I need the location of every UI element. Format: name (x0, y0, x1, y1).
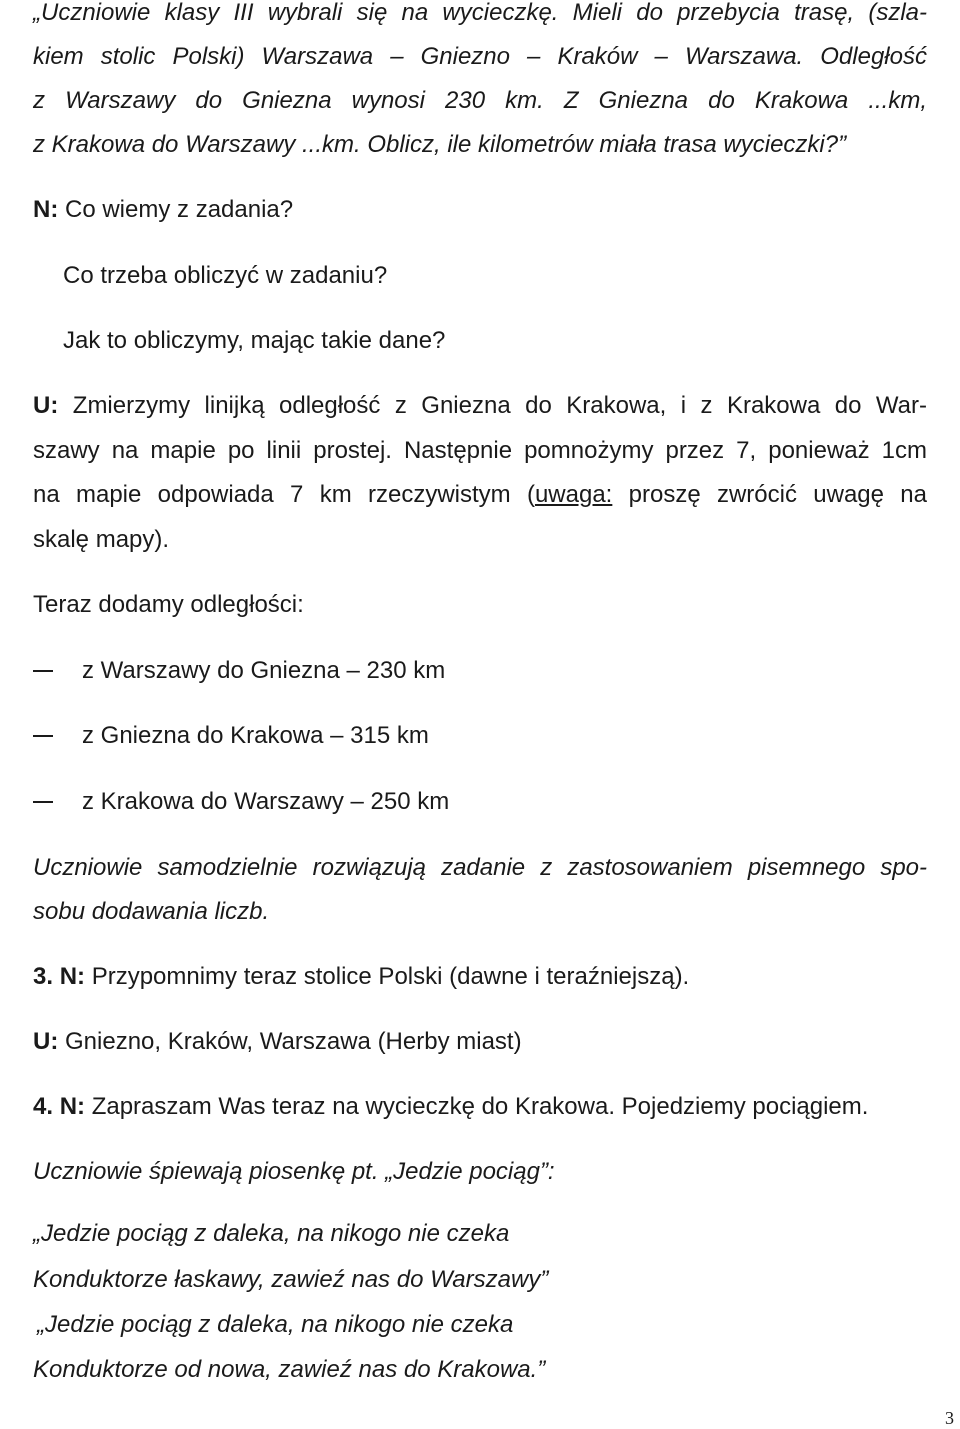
student-label: U: (33, 392, 59, 419)
question-3: Jak to obliczymy, mając takie dane? (63, 327, 446, 354)
question-text: Co wiemy z zadania? (65, 196, 294, 223)
teacher-label: N: (59, 963, 86, 990)
answer-text: Gniezno, Kraków, Warszawa (Herby miast) (65, 1028, 522, 1055)
lyric-line: „Jedzie pociąg z daleka, na nikogo nie czeka (33, 1220, 510, 1247)
work-line-1: Uczniowie samodzielnie rozwiązują zadanie z zastosowaniem pisemnego spo- (33, 854, 927, 881)
step-3 (33, 963, 927, 991)
lyric-line: Konduktorze od nowa, zawieź nas do Krakowa.” (33, 1356, 546, 1383)
work-line-2: sobu dodawania liczb. (33, 898, 270, 925)
teacher-label: N: (33, 196, 59, 223)
song-intro: Uczniowie śpiewają piosenkę pt. „Jedzie pociąg”: (33, 1158, 555, 1185)
question-2: Co trzeba obliczyć w zadaniu? (63, 262, 388, 289)
answer-line-2: szawy na mapie po linii prostej. Następnie pomnożymy przez 7, ponieważ 1cm (33, 437, 927, 464)
intro-line-3: z Warszawy do Gniezna wynosi 230 km. Z Gniezna do Krakowa ...km, (33, 87, 927, 114)
step-number: 3. (33, 963, 54, 990)
intro-line-4: z Krakowa do Warszawy ...km. Oblicz, ile kilometrów miała trasa wycieczki?” (33, 131, 847, 158)
note-underlined: uwaga: (534, 481, 613, 508)
dash-bullet (33, 670, 53, 672)
dash-bullet (33, 735, 53, 737)
answer-line-1 (33, 392, 927, 420)
step-3-answer (33, 1028, 927, 1056)
lyric-line: „Jedzie pociąg z daleka, na nikogo nie czeka (37, 1311, 514, 1338)
sum-item: z Warszawy do Gniezna – 230 km (33, 657, 927, 685)
intro-line-2: kiem stolic Polski) Warszawa – Gniezno – Kraków – Warszawa. Odległość (33, 43, 927, 70)
step-text: Zapraszam Was teraz na wycieczkę do Krakowa. Pojedziemy pociągiem. (91, 1093, 869, 1120)
page-number: 3 (945, 1408, 954, 1428)
sum-heading: Teraz dodamy odległości: (33, 591, 304, 618)
dash-bullet (33, 801, 53, 803)
sum-item: z Krakowa do Warszawy – 250 km (33, 788, 927, 816)
sum-item: z Gniezna do Krakowa – 315 km (33, 722, 927, 750)
step-text: Przypomnimy teraz stolice Polski (dawne i teraźniejszą). (91, 963, 690, 990)
answer-line-4: skalę mapy). (33, 526, 170, 553)
intro-line-1: „Uczniowie klasy III wybrali się na wycieczkę. Mieli do przebycia trasę, (szla- (33, 0, 927, 26)
answer-line-3: na mapie odpowiada 7 km rzeczywistym (uwaga: proszę zwrócić uwagę na (33, 481, 927, 508)
step-4 (33, 1093, 927, 1121)
teacher-label: N: (59, 1093, 86, 1120)
lyric-line: Konduktorze łaskawy, zawieź nas do Warszawy” (33, 1266, 549, 1293)
question-1 (33, 196, 927, 224)
student-label: U: (33, 1028, 59, 1055)
step-number: 4. (33, 1093, 54, 1120)
answer-text: Zmierzymy linijką odległość z Gniezna do Krakowa, i z Krakowa do War- (72, 392, 928, 419)
